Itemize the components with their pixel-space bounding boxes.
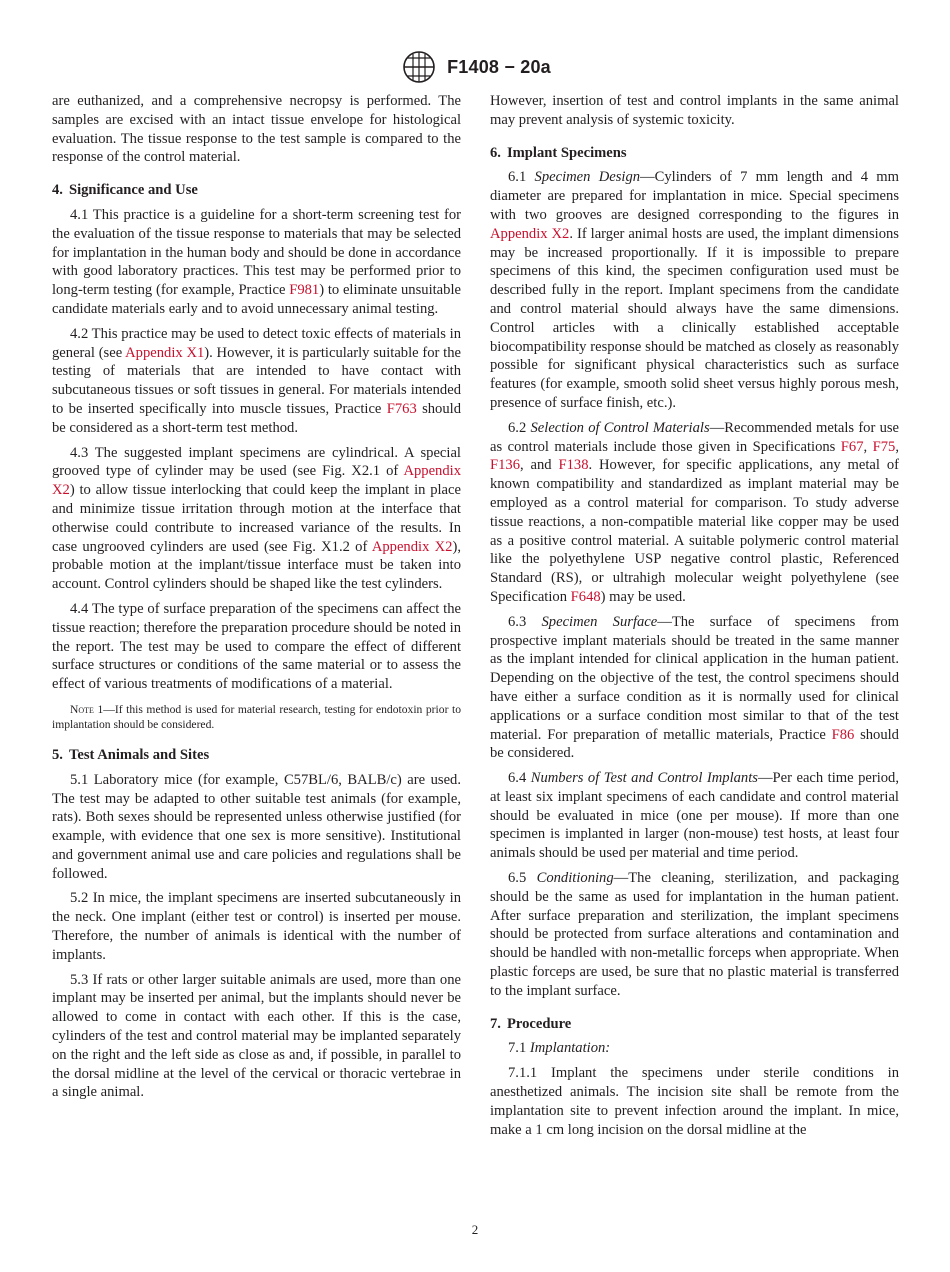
paragraph-6-2: 6.2 Selection of Control Materials—Recommended metals for use as control materials include those given in Specifications F67, F75, F136, and F138. However, for specific applications, any metal of known compatibility and standardized as implant material may be employed as a control material for comparison. To study adverse tissue reactions, a non-compatible material like copper may be used as a positive control material. A suitable polymeric control material like the polyethylene USP negative control plastic, Referenced Standard (RS), or ultrahigh molecular weight polyethylene (see Specification F648) may be used. xyxy=(490,419,900,605)
paragraph-4-1: 4.1 This practice is a guideline for a short-term screening test for the evaluation of the tissue response to materials that may be selected for implantation in the human body and should be done in accordance with good laboratory practices. This test may be performed prior to long-term testing (for example, Practice F981) to eliminate unsuitable candidate materials early and to avoid unnecessary animal testing. xyxy=(52,206,461,317)
left-column xyxy=(52,92,461,1108)
section-heading-4: 4. Significance and Use xyxy=(52,182,198,199)
paragraph-7-1: 7.1 Implantation: xyxy=(508,1040,611,1057)
link-appendix-x2[interactable]: Appendix X2 xyxy=(490,225,570,242)
paragraph-6-1: 6.1 Specimen Design—Cylinders of 7 mm length and 4 mm diameter are prepared for implantation in mice. Special specimens with two grooves are designed corresponding to the figures in Appendix X2. If larger animal hosts are used, the implant dimensions may be increased proportionally. If it is impossible to prepare specimens of this kind, the specimen configuration used must be described fully in the report. Implant specimens from the candidate and control material should always have the same dimensions. Control articles with a clinically established acceptable biocompatibility response should be matched as closely as reasonably possible for significant physical characteristics such as surface features (for example, smooth solid sheet versus highly porous mesh, presence of surface finish, etc.). xyxy=(490,169,899,411)
link-f86[interactable]: F86 xyxy=(831,726,855,743)
astm-logo-icon xyxy=(399,50,439,84)
paragraph-6-5: 6.5 Conditioning—The cleaning, sterilization, and packaging should be the same as used for implantation in the human patient. After surface preparation and sterilization, the implant specimens should be protected from surface alterations and contamination and should be handled with non-metallic forceps when appropriate. When plastic forceps are used, be sure that no plastic material is transferred to the implant surface. xyxy=(490,870,900,999)
section-heading-5: 5. Test Animals and Sites xyxy=(52,746,210,763)
link-f763[interactable]: F763 xyxy=(386,400,417,417)
section-heading-7: 7. Procedure xyxy=(490,1015,572,1032)
paragraph-5-1: 5.1 Laboratory mice (for example, C57BL/6, BALB/c) are used. The test may be adapted to other suitable test animals (for example, rats). Both sexes should be represented unless otherwise justified (for example, with evidence that one sex is more sensitive). Institutional and government animal use and care policies and regulations shall be followed. xyxy=(52,771,461,882)
link-f138[interactable]: F138 xyxy=(558,457,589,474)
link-f75[interactable]: F75 xyxy=(872,438,896,455)
paragraph-4-4: 4.4 The type of surface preparation of the specimens can affect the tissue reaction; therefore the preparation procedure should be noted in the report. The test may be used to compare the effect of different surface structures or conditions of the same material or to assess the effect of various treatments of modifications of a material. xyxy=(52,600,461,693)
paragraph-4-3: 4.3 The suggested implant specimens are cylindrical. A special grooved type of cylinder may be used (see Fig. X2.1 of Appendix X2) to allow tissue interlocking that could keep the implant in place and minimize tissue irritation through motion at the interface that otherwise could contribute to increased variance of the results. In case ungrooved cylinders are used (see Fig. X1.2 of Appendix X2), probable motion at the implant/tissue interface must be taken into account. Control cylinders should be shaped like the test cylinders. xyxy=(52,444,461,593)
link-appendix-x2[interactable]: Appendix X2 xyxy=(371,538,453,555)
paragraph: are euthanized, and a comprehensive necropsy is performed. The samples are excised with an intact tissue envelope for histological evaluation. The tissue response to the test sample is compared to the response of the control material. xyxy=(52,93,461,166)
link-f136[interactable]: F136 xyxy=(490,457,521,474)
paragraph-5-2: 5.2 In mice, the implant specimens are inserted subcutaneously in the neck. One implant (either test or control) is inserted per mouse. Therefore, the number of animals is identical with the number of implants. xyxy=(52,890,461,963)
page-number: 2 xyxy=(471,1222,479,1237)
page-header xyxy=(0,50,950,89)
paragraph-6-3: 6.3 Specimen Surface—The surface of specimens from prospective implant materials should be treated in the same manner as the implant intended for clinical application in the human patient. Depending on the objective of the test, the control specimens should have either a surface condition as it is normally used for clinical applications or a surface condition most similar to that of the test material. For preparation of metallic materials, Practice F86 should be considered. xyxy=(490,613,899,762)
link-appendix-x2[interactable]: Appendix X2 xyxy=(52,463,461,499)
right-column xyxy=(490,92,899,1145)
link-appendix-x1[interactable]: Appendix X1 xyxy=(125,344,205,361)
paragraph: However, insertion of test and control implants in the same animal may prevent analysis of systemic toxicity. xyxy=(490,93,899,128)
link-f648[interactable]: F648 xyxy=(570,588,601,605)
link-f67[interactable]: F67 xyxy=(840,438,864,455)
paragraph-7-1-1: 7.1.1 Implant the specimens under sterile conditions in anesthetized animals. The incision site shall be remote from the implantation site to prevent infection around the implant. In mice, make a 1 cm long incision on the dorsal midline at the xyxy=(490,1065,899,1138)
link-f981[interactable]: F981 xyxy=(289,282,320,299)
section-heading-6: 6. Implant Specimens xyxy=(490,144,627,161)
paragraph-4-2: 4.2 This practice may be used to detect toxic effects of materials in general (see Appendix X1). However, it is particularly suitable for the testing of materials that are intended to have contact with subcutaneous tissues or soft tissues in general. For materials intended to be inserted specifically into muscle tissues, Practice F763 should be considered as a short-term test method. xyxy=(52,325,461,436)
note-1: Note 1—If this method is used for material research, testing for endotoxin prior to implantation should be considered. xyxy=(52,702,461,731)
document-designation: F1408 − 20a xyxy=(447,56,551,77)
paragraph-6-4: 6.4 Numbers of Test and Control Implants—Per each time period, at least six implant specimens of each candidate and control material should be evaluated in mice (one per mouse). If more than one specimen is implanted in larger (non-mouse) test hosts, at least four animals should be used per material and time period. xyxy=(490,770,900,862)
paragraph-5-3: 5.3 If rats or other larger suitable animals are used, more than one implant may be inserted per animal, but the implants should never be allowed to come in contact with each other. If this is the case, cylinders of the test and control material may be implanted separately on the right and the left side as close as and, if possible, in parallel to the dorsal midline at the level of the cervical or thoracic vertebrae in a single animal. xyxy=(52,971,461,1101)
